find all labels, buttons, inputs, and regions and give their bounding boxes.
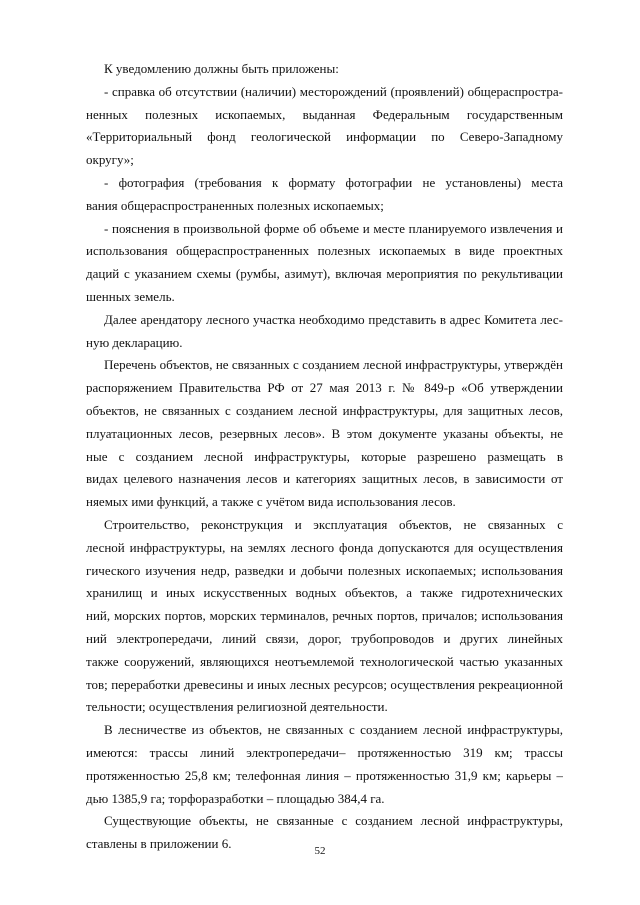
text-line: также сооружений, являющихся неотъемлемой технологической частью указанных [86, 653, 563, 669]
text-line: ний, морских портов, морских терминалов, речных портов, причалов; использования [86, 608, 563, 624]
text-line: няемых ими функций, а также с учётом вида использования лесов. [86, 494, 456, 510]
text-line: гического изучения недр, разведки и добычи полезных ископаемых; использования [86, 562, 563, 578]
text-line: ставлены в приложении 6. [86, 836, 232, 852]
text-line: ную декларацию. [86, 334, 183, 350]
text-line: - пояснения в произвольной форме об объеме и месте планируемого извлечения и [104, 220, 563, 236]
text-line: - справка об отсутствии (наличии) месторождений (проявлений) общераспростра- [104, 83, 563, 99]
text-line: хранилищ и иных искусственных водных объектов, а также гидротехнических [86, 585, 563, 601]
text-line: шенных земель. [86, 288, 175, 304]
text-line: ные с созданием лесной инфраструктуры, которые разрешено размещать в [86, 448, 563, 464]
text-line: «Территориальный фонд геологической информации по Северо-Западному [86, 129, 563, 145]
text-line: объектов, не связанных с созданием лесной инфраструктуры, для защитных лесов, [86, 402, 563, 418]
text-line: распоряжением Правительства РФ от 27 мая 2013 г. № 849-р «Об утверждении [86, 380, 563, 396]
text-line: имеются: трассы линий электропередачи– протяженностью 319 км; трассы [86, 744, 563, 760]
text-line: К уведомлению должны быть приложены: [104, 61, 339, 76]
text-line: - фотография (требования к формату фотографии не установлены) места [104, 174, 563, 190]
text-line: тельности; осуществления религиозной деятельности. [86, 699, 388, 715]
text-line: видах целевого назначения лесов и категориях защитных лесов, в зависимости от [86, 471, 563, 487]
text-line: Далее арендатору лесного участка необходимо представить в адрес Комитета лес- [104, 311, 563, 327]
text-line: Существующие объекты, не связанные с созданием лесной инфраструктуры, [104, 813, 563, 829]
text-line: вания общераспространенных полезных ископаемых; [86, 197, 384, 213]
text-line: тов; переработки древесины и иных лесных ресурсов; осуществления рекреационной [86, 676, 563, 692]
text-line: Перечень объектов, не связанных с созданием лесной инфраструктуры, утверждён [104, 357, 563, 373]
text-line: плуатационных лесов, резервных лесов». В этом документе указаны объекты, не [86, 425, 563, 441]
text-line: даций с указанием схемы (румбы, азимут), включая мероприятия по рекультивации [86, 266, 563, 282]
text-line: использования общераспространенных полезных ископаемых в виде проектных [86, 243, 563, 259]
page-number: 52 [314, 845, 326, 857]
document-body [86, 58, 563, 856]
text-line: ний электропередачи, линий связи, дорог, трубопроводов и других линейных [86, 630, 563, 646]
text-line: ненных полезных ископаемых, выданная Федеральным государственным [86, 106, 563, 122]
text-line: лесной инфраструктуры, на землях лесного фонда допускаются для осуществления [86, 539, 563, 555]
text-line: протяженностью 25,8 км; телефонная линия – протяженностью 31,9 км; карьеры – [86, 767, 563, 783]
text-line: дью 1385,9 га; торфоразработки – площадью 384,4 га. [86, 790, 385, 806]
text-line: В лесничестве из объектов, не связанных с созданием лесной инфраструктуры, [104, 722, 563, 738]
text-line: округу»; [86, 152, 134, 168]
text-line: Строительство, реконструкция и эксплуатация объектов, не связанных с [104, 516, 563, 532]
